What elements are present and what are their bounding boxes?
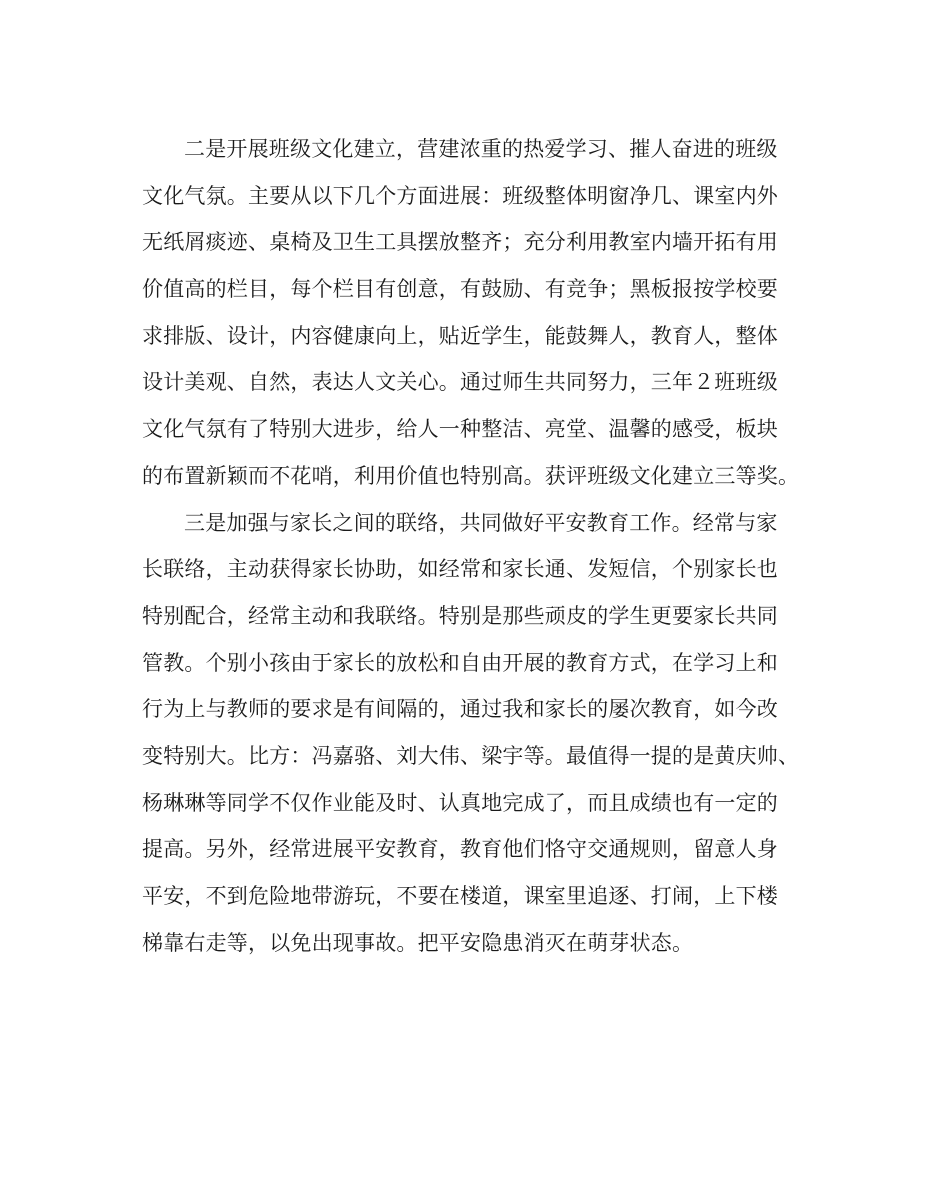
paragraph-line: 变特别大。比方：冯嘉骆、刘大伟、梁宇等。最值得一提的是黄庆帅、 [142,743,800,768]
paragraph-line: 提高。另外，经常进展平安教育，教育他们恪守交通规则，留意人身 [142,837,778,862]
paragraph-class-culture [142,126,814,500]
paragraph-line: 杨琳琳等同学不仅作业能及时、认真地完成了，而且成绩也有一定的 [142,790,778,815]
document-body [142,126,814,966]
paragraph-line: 求排版、设计，内容健康向上，贴近学生，能鼓舞人，教育人，整体 [142,323,778,348]
paragraph-line: 行为上与教师的要求是有间隔的，通过我和家长的屡次教育，如今改 [142,697,778,722]
paragraph-line: 管教。个别小孩由于家长的放松和自由开展的教育方式，在学习上和 [142,650,778,675]
paragraph-line: 设计美观、自然，表达人文关心。通过师生共同努力，三年２班班级 [142,370,778,395]
paragraph-line: 平安，不到危险地带游玩，不要在楼道，课室里追逐、打闹，上下楼 [142,884,778,908]
paragraph-line: 无纸屑痰迹、桌椅及卫生工具摆放整齐；充分利用教室内墙开拓有用 [142,230,778,255]
paragraph-line: 长联络，主动获得家长协助，如经常和家长通、发短信，个别家长也 [142,557,778,582]
paragraph-line: 梯靠右走等，以免出现事故。把平安隐患消灭在萌芽状态。 [142,930,694,955]
paragraph-parent-contact [142,500,814,967]
paragraph-line: 价值高的栏目，每个栏目有创意，有鼓励、有竞争；黑板报按学校要 [142,277,778,302]
paragraph-line: 文化气氛有了特别大进步，给人一种整洁、亮堂、温馨的感受，板块 [142,417,778,442]
paragraph-line: 特别配合，经常主动和我联络。特别是那些顽皮的学生更要家长共同 [142,603,778,628]
paragraph-line: 的布置新颖而不花哨，利用价值也特别高。获评班级文化建立三等奖。 [142,463,800,488]
paragraph-line: 文化气氛。主要从以下几个方面进展：班级整体明窗净几、课室内外 [142,183,778,208]
paragraph-line: 二是开展班级文化建立，营建浓重的热爱学习、摧人奋进的班级 [184,137,778,161]
paragraph-line: 三是加强与家长之间的联络，共同做好平安教育工作。经常与家 [184,510,778,535]
